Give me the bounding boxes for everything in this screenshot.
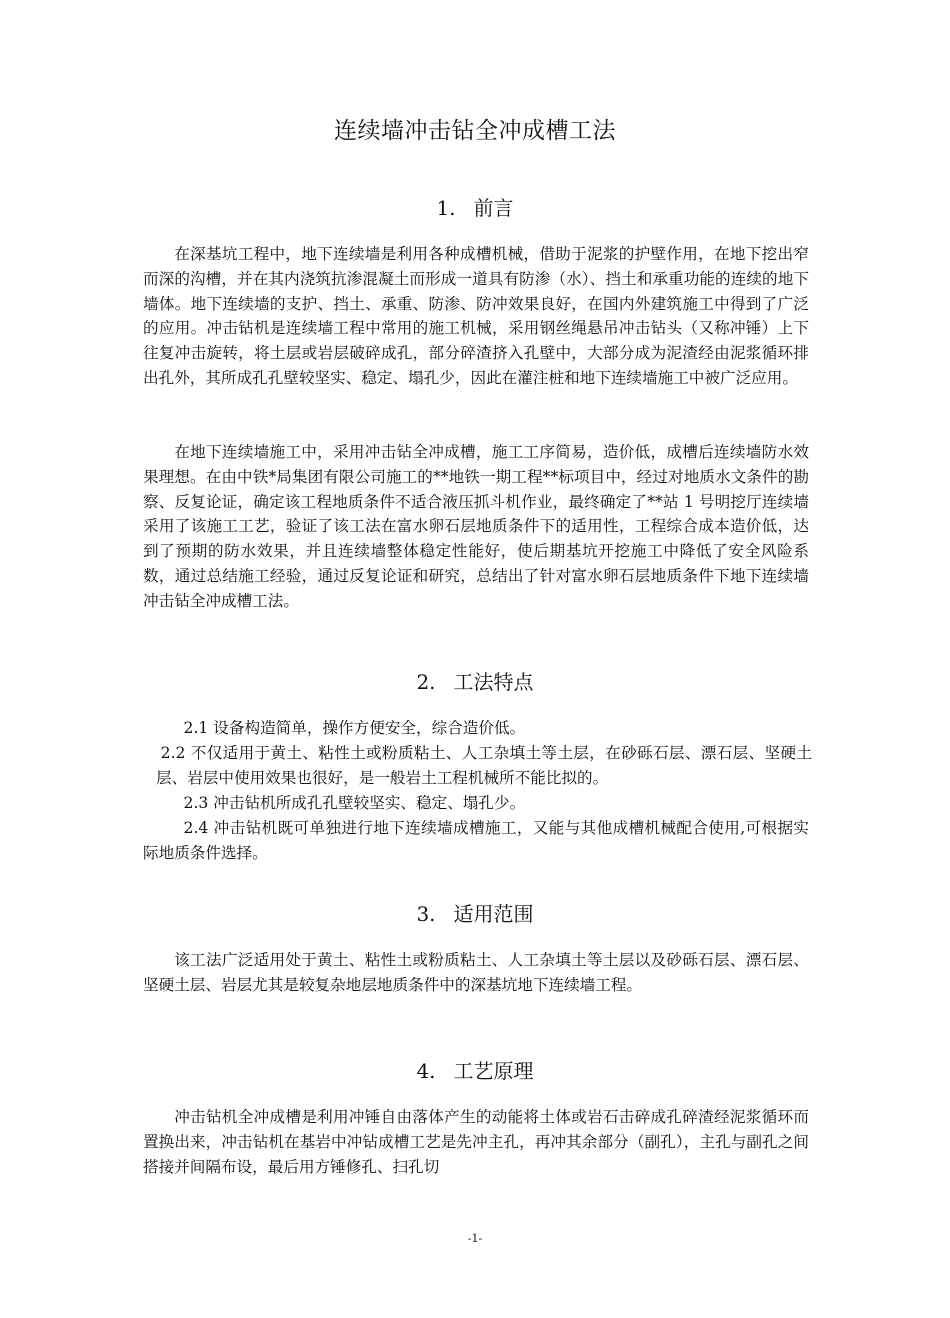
section-heading-3 xyxy=(0,898,950,927)
section-title: 工法特点 xyxy=(453,670,534,694)
page-number: -1- xyxy=(467,1232,483,1245)
section-title: 前言 xyxy=(473,196,514,220)
section-number: 1. xyxy=(436,196,456,220)
section-number: 4. xyxy=(416,1059,436,1083)
section-number: 3. xyxy=(416,902,436,926)
feature-item-2-1: 2.1 设备构造简单，操作方便安全，综合造价低。 xyxy=(183,719,526,737)
section-number: 2. xyxy=(416,670,436,694)
section-heading-4 xyxy=(0,1055,950,1084)
section-heading-1 xyxy=(0,192,950,221)
feature-item-2-3: 2.3 冲击钻机所成孔孔壁较坚实、稳定、塌孔少。 xyxy=(183,794,526,812)
section-1-paragraph-1: 在深基坑工程中，地下连续墙是利用各种成槽机械，借助于泥浆的护壁作用，在地下挖出窄而深的沟槽，并在其内浇筑抗渗混凝土而形成一道具有防渗（水）、挡土和承重功能的连续的地下墙体。地下连续墙的支护、挡土、承重、防渗、防冲效果良好，在国内外建筑施工中得到了广泛的应用。冲击钻机是连续墙工程中常用的施工机械，采用钢丝绳悬吊冲击钻头（又称冲锤）上下往复冲击旋转，将土层或岩层破碎成孔，部分碎渣挤入孔壁中，大部分成为泥渣经由泥浆循环排出孔外，其所成孔孔壁较坚实、稳定、塌孔少，因此在灌注桩和地下连续墙施工中被广泛应用。 xyxy=(143,245,809,387)
section-heading-2 xyxy=(0,666,950,695)
section-1-paragraph-2: 在地下连续墙施工中，采用冲击钻全冲成槽，施工工序简易，造价低，成槽后连续墙防水效果理想。在由中铁*局集团有限公司施工的**地铁一期工程**标项目中，经过对地质水文条件的勘察、反复论证，确定该工程地质条件不适合液压抓斗机作业，最终确定了**站 1 号明挖厅连续墙采用了该施工工艺，验证了该工法在富水卵石层地质条件下的适用性，工程综合成本造价低，达到了预期的防水效果，并且连续墙整体稳定性能好，使后期基坑开挖施工中降低了安全风险系数，通过总结施工经验，通过反复论证和研究，总结出了针对富水卵石层地质条件下地下连续墙冲击钻全冲成槽工法。 xyxy=(143,443,809,610)
feature-item-2-2: 2.2 不仅适用于黄土、粘性土或粉质粘土、人工杂填土等土层，在砂砾石层、漂石层、坚硬土层、岩层中使用效果也很好，是一般岩土工程机械所不能比拟的。 xyxy=(156,744,812,787)
section-4-paragraph-1: 冲击钻机全冲成槽是利用冲锤自由落体产生的动能将土体或岩石击碎成孔碎渣经泥浆循环而置换出来，冲击钻机在基岩中冲钻成槽工艺是先冲主孔，再冲其余部分（副孔），主孔与副孔之间搭接并间隔布设，最后用方锤修孔、扫孔切 xyxy=(143,1108,809,1176)
feature-item-2-4: 2.4 冲击钻机既可单独进行地下连续墙成槽施工，又能与其他成槽机械配合使用,可根据实际地质条件选择。 xyxy=(143,819,809,862)
section-3-paragraph-1: 该工法广泛适用处于黄土、粘性土或粉质粘土、人工杂填土等土层以及砂砾石层、漂石层、坚硬土层、岩层尤其是较复杂地层地质条件中的深基坑地下连续墙工程。 xyxy=(143,951,809,994)
document-title: 连续墙冲击钻全冲成槽工法 xyxy=(334,118,616,144)
section-title: 工艺原理 xyxy=(453,1059,534,1083)
section-title: 适用范围 xyxy=(453,902,534,926)
